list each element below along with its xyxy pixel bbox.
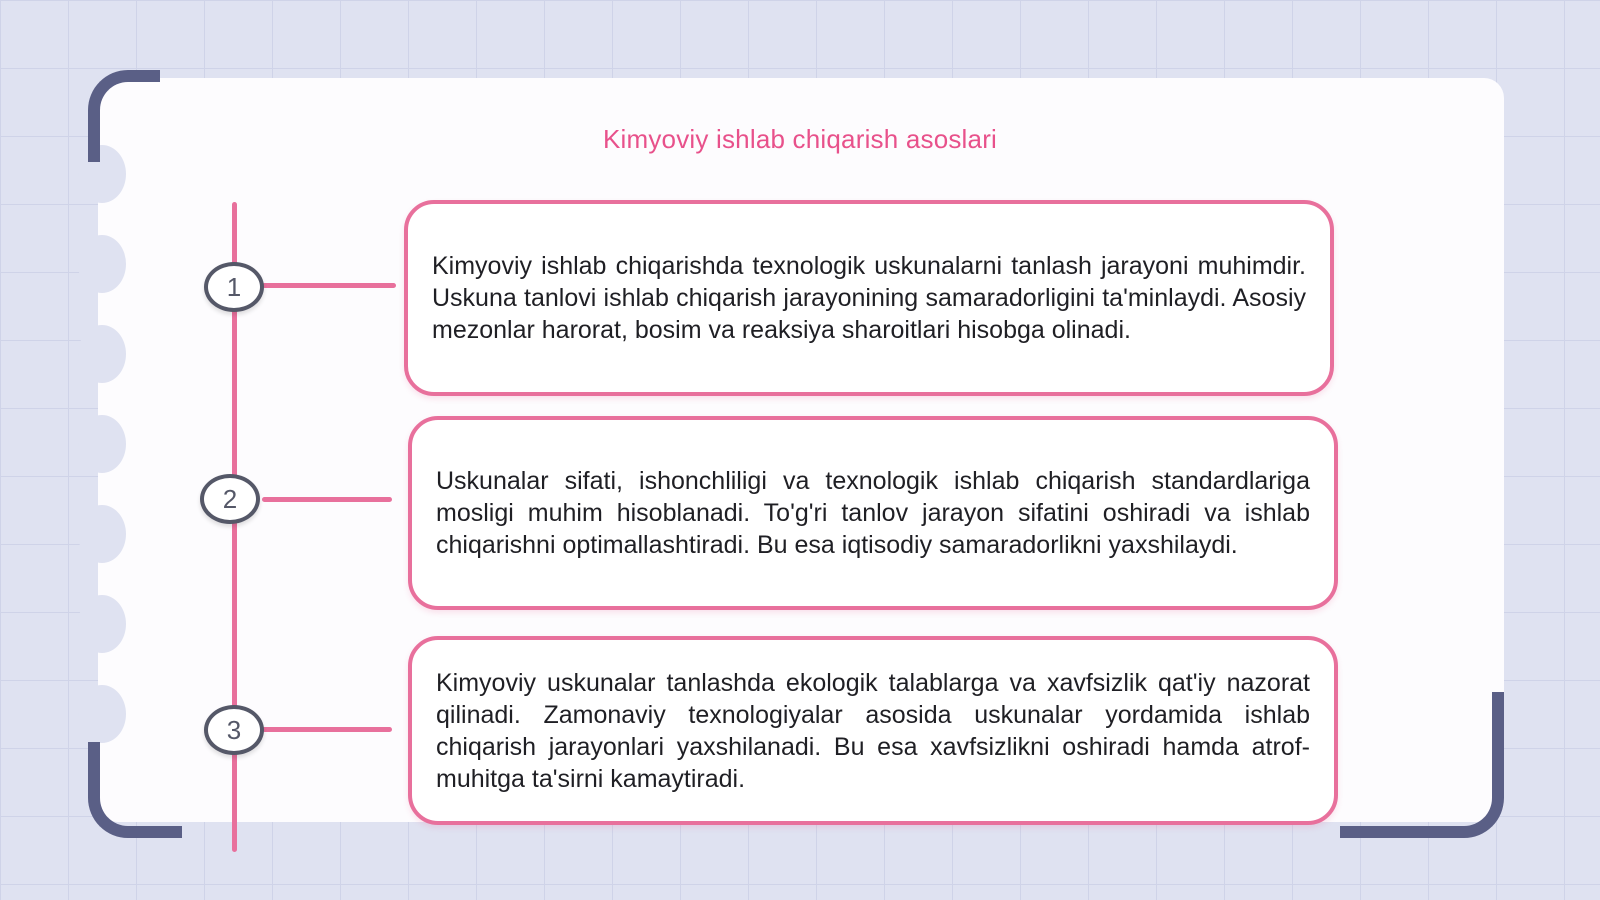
step-text: Kimyoviy uskunalar tanlashda ekologik talablarga va xavfsizlik qat'iy nazorat qilinadi. Zamonaviy texnologiyalar asosida uskunalar yordamida ishlab chiqarish jarayonlari yaxshilanadi. Bu esa xavfsizlikni oshiradi hamda atrof-muhitga ta'sirni kamaytiradi. bbox=[436, 668, 1310, 793]
edge-notch bbox=[78, 685, 126, 743]
page-title: Kimyoviy ishlab chiqarish asoslari bbox=[602, 124, 998, 154]
step-card bbox=[404, 200, 1334, 396]
step-number-badge: 3 bbox=[204, 705, 264, 755]
step-text: Uskunalar sifati, ishonchliligi va texnologik ishlab chiqarish standardlariga mosligi muhim hisoblanadi. To'g'ri tanlov jarayon sifatini oshiradi va ishlab chiqarishni optimallashtiradi. Bu esa iqtisodiy samaradorlikni yaxshilaydi. bbox=[436, 467, 1310, 559]
frame-corner-bottom-right bbox=[1340, 692, 1504, 838]
step-card bbox=[408, 636, 1338, 825]
edge-notch bbox=[78, 505, 126, 563]
edge-notch bbox=[78, 595, 126, 653]
timeline-connector bbox=[262, 283, 396, 288]
step-text: Kimyoviy ishlab chiqarishda texnologik uskunalarni tanlash jarayoni muhimdir. Uskuna tanlovi ishlab chiqarish jarayonining samaradorligini ta'minlaydi. Asosiy mezonlar harorat, bosim va reaksiya sharoitlari hisobga olinadi. bbox=[432, 252, 1306, 344]
edge-notch bbox=[78, 235, 126, 293]
timeline-connector bbox=[262, 497, 392, 502]
step-card bbox=[408, 416, 1338, 610]
edge-notch bbox=[78, 415, 126, 473]
step-number-badge: 2 bbox=[200, 474, 260, 524]
step-number-badge: 1 bbox=[204, 262, 264, 312]
timeline-connector bbox=[262, 727, 392, 732]
edge-notch bbox=[78, 325, 126, 383]
frame-corner-bottom-left bbox=[88, 742, 182, 838]
